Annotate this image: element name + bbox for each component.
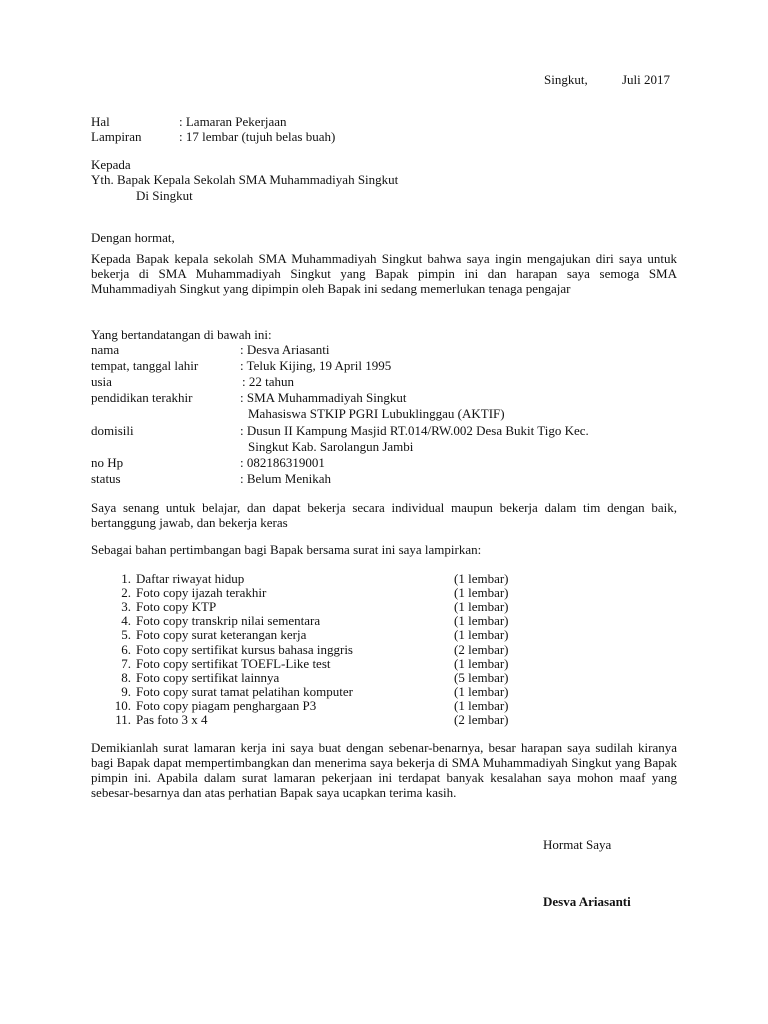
- signature-closing: Hormat Saya: [543, 837, 612, 852]
- list-item-quantity: (1 lembar): [454, 655, 509, 671]
- list-item-number: 6.: [121, 641, 131, 657]
- identity-row-domisili: [91, 423, 691, 438]
- list-item-text: Foto copy sertifikat lainnya: [136, 669, 280, 685]
- hal-label: Hal: [91, 114, 110, 129]
- pendidikan-label: pendidikan terakhir: [91, 390, 193, 405]
- list-item-number: 3.: [121, 599, 131, 615]
- identity-row-status: [91, 471, 691, 486]
- list-item: [121, 585, 576, 601]
- list-item: [121, 571, 576, 586]
- identity-intro: Yang bertandatangan di bawah ini:: [91, 327, 272, 342]
- pendidikan-value-2: Mahasiswa STKIP PGRI Lubuklinggau (AKTIF): [248, 406, 505, 421]
- status-value: : Belum Menikah: [240, 471, 331, 486]
- recipient-kepada: Kepada: [91, 157, 131, 172]
- identity-row-pendidikan-2: [91, 406, 691, 421]
- list-item-quantity: (1 lembar): [454, 627, 509, 643]
- list-item-quantity: (1 lembar): [454, 599, 509, 615]
- usia-label: usia: [91, 374, 112, 389]
- list-item-number: 5.: [121, 627, 131, 643]
- ttl-label: tempat, tanggal lahir: [91, 358, 199, 373]
- list-item-text: Pas foto 3 x 4: [136, 712, 208, 727]
- hal-value: : Lamaran Pekerjaan: [179, 114, 287, 129]
- domisili-value: : Dusun II Kampung Masjid RT.014/RW.002 Desa Bukit Tigo Kec.: [240, 423, 589, 438]
- hp-value: : 082186319001: [240, 455, 325, 470]
- list-item-text: Foto copy KTP: [136, 599, 217, 615]
- list-item: [121, 655, 576, 671]
- usia-value: : 22 tahun: [242, 374, 294, 389]
- list-item-number: 7.: [121, 655, 131, 671]
- list-item-quantity: (5 lembar): [454, 669, 509, 685]
- list-item-number: 10.: [114, 697, 131, 713]
- list-item-text: Foto copy ijazah terakhir: [136, 585, 267, 601]
- identity-row-pendidikan: [91, 390, 691, 405]
- lampiran-value: : 17 lembar (tujuh belas buah): [179, 129, 336, 144]
- closing-paragraph: Demikianlah surat lamaran kerja ini saya buat dengan sebenar-benarnya, besar harapan saya sudilah kiranya bagi Bapak dapat mempertimbangkan dan menerima saya bekerja di SMA Muhammadiyah Singkut yang Bapak pimpin ini. Apabila dalam surat lamaran pekerjaan ini terdapat banyak kesalahan saya mohon maaf yang sebesar-besarnya dan atas perhatian Bapak saya ucapkan terima kasih.: [91, 740, 677, 800]
- hp-label: no Hp: [91, 455, 124, 470]
- letter-city: Singkut,: [544, 72, 588, 87]
- ttl-value: : Teluk Kijing, 19 April 1995: [240, 358, 392, 373]
- list-item-number: 1.: [121, 571, 131, 586]
- identity-row-nama: [91, 342, 691, 357]
- domisili-value-2: Singkut Kab. Sarolangun Jambi: [248, 439, 414, 454]
- list-item-number: 11.: [115, 712, 131, 727]
- recipient-line2: Di Singkut: [136, 188, 193, 203]
- list-item: [114, 697, 576, 713]
- list-item-text: Foto copy piagam penghargaan P3: [136, 697, 317, 713]
- identity-row-ttl: [91, 358, 691, 373]
- greeting: Dengan hormat,: [91, 230, 175, 245]
- list-item-number: 8.: [121, 669, 131, 685]
- skills-paragraph: Saya senang untuk belajar, dan dapat bekerja secara individual maupun bekerja dalam tim dengan baik, bertanggung jawab, dan bekerja keras: [91, 500, 677, 530]
- list-item-text: Foto copy sertifikat TOEFL-Like test: [136, 655, 331, 671]
- recipient-line1: Yth. Bapak Kepala Sekolah SMA Muhammadiyah Singkut: [91, 172, 399, 187]
- list-item-number: 4.: [121, 613, 131, 629]
- list-item: [121, 641, 576, 657]
- list-item-quantity: (1 lembar): [454, 697, 509, 713]
- pendidikan-value: : SMA Muhammadiyah Singkut: [240, 390, 407, 405]
- list-item-text: Foto copy transkrip nilai sementara: [136, 613, 321, 629]
- identity-row-usia: [91, 374, 691, 389]
- status-label: status: [91, 471, 121, 486]
- list-item-quantity: (2 lembar): [454, 641, 509, 657]
- nama-value: : Desva Ariasanti: [240, 342, 330, 357]
- list-item-text: Foto copy surat tamat pelatihan komputer: [136, 683, 353, 699]
- list-item: [121, 683, 576, 699]
- list-item: [121, 613, 576, 629]
- list-item-text: Daftar riwayat hidup: [136, 571, 245, 586]
- list-item-quantity: (1 lembar): [454, 585, 509, 601]
- identity-row-hp: [91, 455, 691, 470]
- list-item-number: 2.: [121, 585, 131, 601]
- attachments-intro: Sebagai bahan pertimbangan bagi Bapak bersama surat ini saya lampirkan:: [91, 542, 482, 557]
- identity-row-domisili-2: [91, 439, 691, 454]
- list-item-quantity: (2 lembar): [454, 712, 509, 727]
- nama-label: nama: [91, 342, 120, 357]
- domisili-label: domisili: [91, 423, 134, 438]
- list-item-text: Foto copy sertifikat kursus bahasa inggris: [136, 641, 353, 657]
- intro-paragraph: Kepada Bapak kepala sekolah SMA Muhammadiyah Singkut bahwa saya ingin mengajukan diri saya untuk bekerja di SMA Muhammadiyah Singkut yang Bapak pimpin ini dan harapan saya semoga SMA Muhammadiyah Singkut yang dipimpin oleh Bapak ini sedang memerlukan tenaga pengajar: [91, 251, 677, 296]
- list-item-quantity: (1 lembar): [454, 683, 509, 699]
- signature-name: Desva Ariasanti: [543, 894, 631, 909]
- list-item-quantity: (1 lembar): [454, 613, 509, 629]
- list-item-number: 9.: [121, 683, 131, 699]
- letter-date: Juli 2017: [622, 72, 671, 87]
- list-item: [115, 712, 576, 727]
- list-item-text: Foto copy surat keterangan kerja: [136, 627, 307, 643]
- list-item-quantity: (1 lembar): [454, 571, 509, 586]
- list-item: [121, 669, 576, 685]
- list-item: [121, 627, 576, 643]
- list-item: [121, 599, 576, 615]
- lampiran-label: Lampiran: [91, 129, 142, 144]
